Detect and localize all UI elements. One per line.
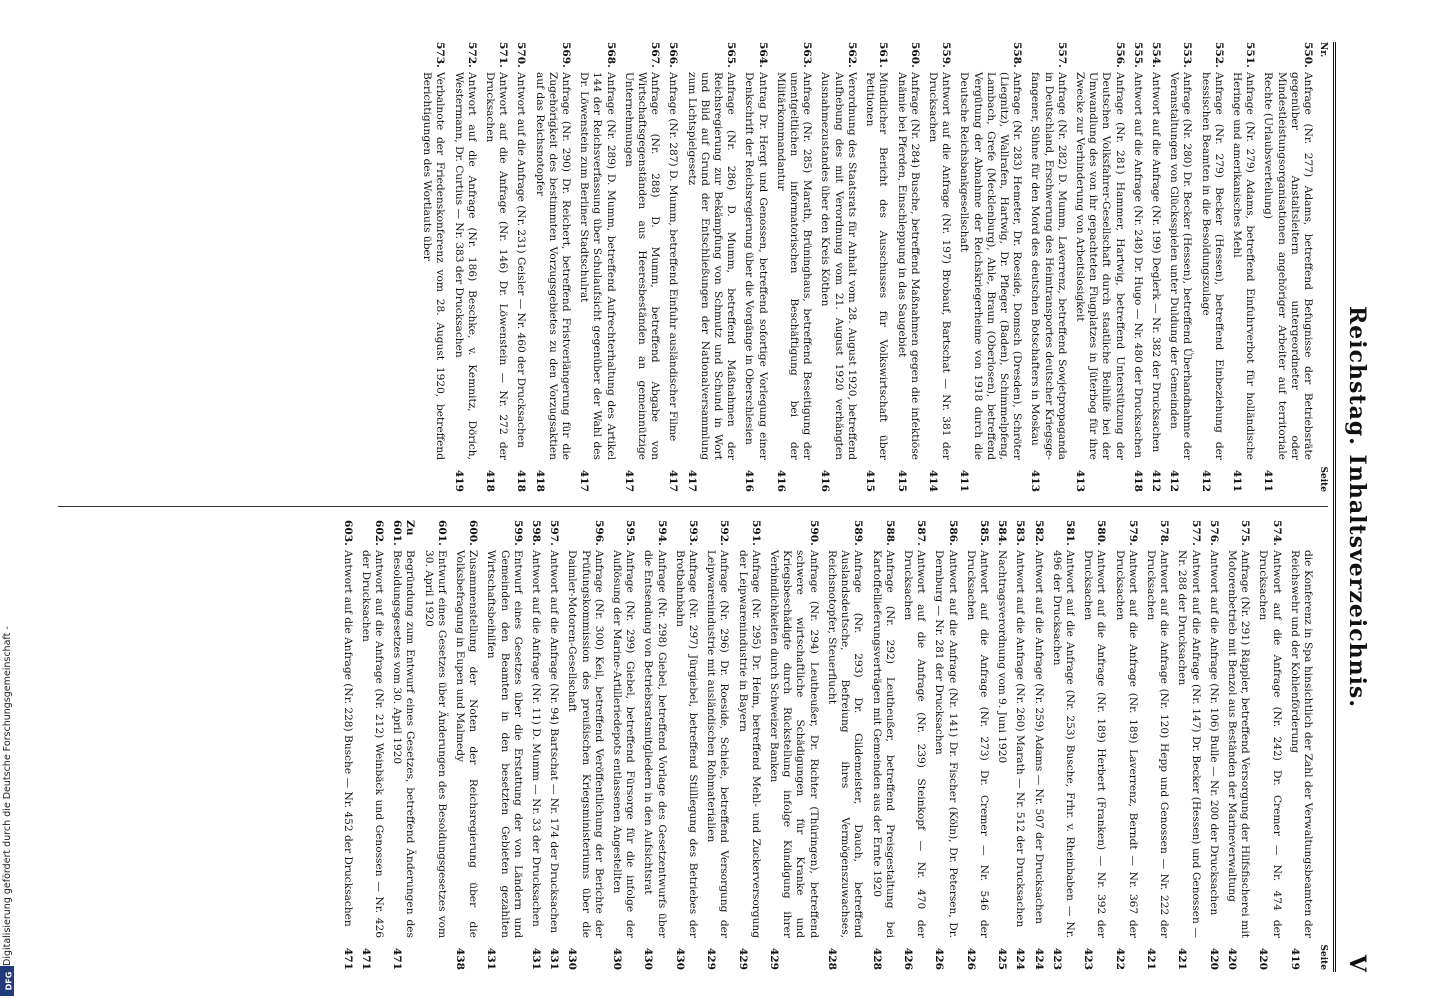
- entry-text: Anfrage (Nr. 296) Dr. Roeside, Schiele, betreffend Versorgung der Leipwarenindustrie mit ausländischen Rohmaterialien: [705, 550, 731, 938]
- entry-number: 573.: [434, 42, 447, 68]
- entry-page: 428: [870, 947, 883, 970]
- entry-text: Antwort auf die Anfrage (Nr. 11) D. Mumm — Nr. 33 der Drucksachen: [530, 550, 543, 927]
- index-entry: [451, 42, 477, 492]
- entry-text: Anfrage (Nr. 285) Marath, Brüninghaus, betreffend Beseitigung der unentgeltlichen informatorischen Beschäftigung bei der Militärkommandantur: [774, 72, 814, 460]
- entry-number: 570.: [515, 42, 528, 68]
- index-entry: [514, 42, 527, 492]
- entry-page: 430: [673, 947, 686, 970]
- index-entry: [1028, 42, 1068, 492]
- entry-page: 421: [1144, 947, 1157, 970]
- entry-number: 581.: [1063, 520, 1076, 546]
- entry-page: 426: [964, 947, 977, 970]
- index-entry: [995, 520, 1008, 970]
- entry-page: 419: [1288, 947, 1301, 970]
- index-entry: [818, 42, 858, 492]
- entry-text: Antwort auf die Anfrage (Nr. 212) Weinbäck und Genossen — Nr. 426 der Drucksachen: [359, 550, 386, 938]
- entry-number: 588.: [883, 520, 896, 546]
- index-entry: [742, 42, 768, 492]
- entry-number: 566.: [667, 42, 680, 68]
- entry-text: Antrag Dr. Hergt und Genossen, betreffend sofortige Vorlegung einer Denkschrift der Reichsregierung über die Vorgänge in Oberschlesien: [743, 72, 769, 460]
- entry-text: Anfrage (Nr. 291) Räppler, betreffend Versorgung der Hilfsfischerei mit Motorenbetrieb mit Benzol aus Beständen der Marineverwaltung: [1225, 550, 1252, 938]
- entry-text: Antwort auf die Anfrage (Nr. 186) Beschke, v. Kemnitz, Dörich, Westermann, Dr. Curtius — Nr. 383 der Drucksachen: [452, 72, 478, 460]
- index-entry: [484, 520, 524, 970]
- entry-number: 601.: [435, 520, 448, 546]
- left-column: [58, 42, 1328, 492]
- entry-text: Anfrage (Nr. 290) Dr. Reichert, betreffend Fristverlängerung für die Zugehörigkeit des bestimmten Vorzugsgebietes zu den Vorzugsaktien auf das Reichsnotopfer: [533, 72, 573, 460]
- rotated-sheet: [52, 42, 1372, 972]
- index-entry: [1144, 520, 1170, 970]
- entry-page: 416: [743, 469, 756, 492]
- index-entry: [932, 520, 958, 970]
- entry-text: Anfrage (Nr. 283) Hemeter, Dr. Roeside, Domsch (Dresden), Schröter (Liegnitz), Wallrafen, Hartwig, Dr. Pfleger (Baden), Schimmelpfeng, Lambach, Grefe (Mecklenburg), Ahle, Braun (Oberlosen), betreffend Vergütung der Abnahme der Reichskriegerheime von 1918 durch die Deutsche Reichsbankgesellschaft: [958, 72, 1024, 460]
- entry-number: 552.: [1212, 42, 1225, 68]
- index-entry: [577, 42, 617, 492]
- entry-number: 585.: [977, 520, 990, 546]
- entry-number: 590.: [807, 520, 820, 546]
- entry-number: 557.: [1055, 42, 1068, 68]
- entry-text: Begründung zum Entwurf eines Gesetzes, betreffend Änderungen des Besoldungsgesetzes vom 30. April 1920: [391, 550, 417, 938]
- index-entry: [359, 520, 385, 970]
- entry-text: Zusammenstellung der Noten der Reichsregierung über die Volksbefragung in Eupen und Malmedy: [454, 550, 480, 938]
- entry-page: 413: [1029, 469, 1042, 492]
- entry-page: 425: [996, 947, 1009, 970]
- entry-text: Mündlicher Bericht des Ausschusses für Volkswirtschaft über Petitionen: [864, 72, 890, 460]
- index-entry: [704, 520, 730, 970]
- entry-text: Antwort auf die Anfrage (Nr. 242) Dr. Cremer — Nr. 474 der Drucksachen: [1257, 550, 1283, 938]
- entry-page: 420: [1207, 947, 1220, 970]
- index-entry: [926, 42, 952, 492]
- entry-text: Antwort auf die Anfrage (Nr. 141) Dr. Fischer (Köln), Dr. Petersen, Dr. Dernburg — Nr. 281 der Drucksachen: [933, 550, 959, 938]
- entry-text: Antwort auf die Anfrage (Nr. 228) Busche — Nr. 452 der Drucksachen: [341, 550, 354, 927]
- entry-number: 564.: [756, 42, 769, 68]
- index-entry: [1050, 520, 1076, 970]
- index-entry: [1261, 42, 1314, 492]
- index-entry: [863, 42, 889, 492]
- index-entry: [1198, 42, 1224, 492]
- entry-page: 413: [1073, 469, 1086, 492]
- entry-number: 602.: [373, 520, 386, 546]
- entry-number: 593.: [687, 520, 700, 546]
- entry-text: Antwort auf die Anfrage (Nr. 146) Dr. Löwenstein — Nr. 272 der Drucksachen: [484, 72, 510, 460]
- entry-page: 424: [1032, 947, 1045, 970]
- entry-text: Antwort auf die Anfrage (Nr. 239) Steinkopf — Nr. 470 der Drucksachen: [901, 550, 928, 938]
- entry-text: Antwort auf die Anfrage (Nr. 189) Laverrenz, Berndt — Nr. 367 der Drucksachen: [1113, 550, 1139, 938]
- entry-number: 554.: [1149, 42, 1162, 68]
- entry-text: Antwort auf die Anfrage (Nr. 248) Dr. Hugo — Nr. 480 der Drucksachen: [1131, 72, 1144, 459]
- entry-page: 424: [1014, 947, 1027, 970]
- index-entry: [547, 520, 560, 970]
- index-entry: [767, 520, 820, 970]
- index-entry: [1225, 520, 1251, 970]
- index-entry: [421, 520, 447, 970]
- entry-number: 579.: [1126, 520, 1139, 546]
- entry-page: 430: [642, 947, 655, 970]
- entry-number: 587.: [915, 520, 928, 546]
- index-entry: [869, 520, 895, 970]
- index-entry: [825, 520, 865, 970]
- index-entry: [340, 520, 353, 970]
- right-column: [58, 520, 1328, 970]
- entry-page: 429: [705, 947, 718, 970]
- entry-text: Antwort auf die Anfrage (Nr. 259) Adams — Nr. 507 der Drucksachen: [1032, 550, 1045, 924]
- entry-text: Anfrage (Nr. 298) Giebel, betreffend Vorlage des Gesetzentwurfs über die Entsendung von Betriebsratsmitgliedern in den Aufsichtsrat: [642, 550, 668, 938]
- seite-label: Seite: [1318, 944, 1328, 970]
- entry-page: 416: [819, 469, 832, 492]
- entry-number: 578.: [1158, 520, 1171, 546]
- entry-page: 417: [685, 469, 698, 492]
- entry-number: 562.: [845, 42, 858, 68]
- index-entry: [1288, 520, 1314, 970]
- entry-page: 411: [1262, 469, 1275, 492]
- entry-text: Anfrage (Nr. 280) Dr. Becker (Hessen), betreffend Überhandnahme der Veranstaltungen von Glücksspielen unter Duldung der Gemeinden: [1168, 72, 1194, 460]
- entry-text: Anfrage (Nr. 299) Giebel, betreffend Fürsorge für die infolge der Auflösung der Marine-Artilleriedepots entlassenen Angestellten: [611, 550, 637, 938]
- entry-page: 411: [958, 469, 971, 492]
- entry-text: Antwort auf die Anfrage (Nr. 94) Bartschat — Nr. 174 der Drucksachen: [548, 550, 561, 934]
- index-entry: [532, 42, 572, 492]
- entry-page: 428: [825, 947, 838, 970]
- entry-number: 555.: [1131, 42, 1144, 68]
- entry-page: 421: [1176, 947, 1189, 970]
- index-entry: [1167, 42, 1193, 492]
- entry-page: 418: [484, 469, 497, 492]
- entry-number: 598.: [530, 520, 543, 546]
- entry-page: 418: [1131, 469, 1144, 492]
- entry-number: 574.: [1270, 520, 1283, 546]
- entry-text: Anfrage (Nr. 294) Leutheußer, Dr. Richter (Thüringen), betreffend schwere wirtschaftliche Schädigungen für Kranke und Kriegsbeschädigte durch Rückstellung infolge Kündigung ihrer Verbindlichkeiten durch Schweizer Banken: [768, 550, 820, 938]
- entry-text: Antwort auf die Anfrage (Nr. 231) Geisler — Nr. 460 der Drucksachen: [515, 72, 528, 448]
- index-entry: [1131, 42, 1144, 492]
- entry-text: Anfrage (Nr. 297) Jürgiebel, betreffend Stilllegung des Betriebes der Brotbahnbahn: [673, 550, 700, 938]
- entry-page: 426: [901, 947, 914, 970]
- entry-page: 412: [1168, 469, 1181, 492]
- entry-page: 419: [452, 469, 465, 492]
- entry-number: 584.: [996, 520, 1009, 546]
- entry-number: 603.: [341, 520, 354, 546]
- entry-number: 583.: [1014, 520, 1027, 546]
- index-entry: [666, 42, 679, 492]
- entry-text: Anfrage (Nr. 279) Adams, betreffend Einfuhrverbot für holländische Heringe und amerikanisches Mehl: [1230, 72, 1257, 460]
- entry-text: Antwort auf die Anfrage (Nr. 197) Brobauf, Bartschat — Nr. 381 der Drucksachen: [926, 72, 953, 460]
- entry-page: 431: [548, 947, 561, 970]
- index-entry: [1149, 42, 1162, 492]
- index-entry: [957, 42, 1023, 492]
- index-entry: [673, 520, 699, 970]
- entry-page: 471: [391, 947, 404, 970]
- entry-number: 596.: [592, 520, 605, 546]
- entry-page: 438: [454, 947, 467, 970]
- entry-text: Nachtragsverordnung vom 9. Juni 1920: [996, 550, 1009, 764]
- entry-text: Anfrage (Nr. 281) Hammer, Hartwig, betreffend Unterstützung der Deutschen Volksfahrer-Gesellschaft durch staatliche Beihilfe bei der Umwandlung des von ihr gepachteten Flugplatzes in Jüterbog für ihre Zwecke zur Verhinderung von Arbeitslosigkeit: [1073, 72, 1126, 460]
- index-entry: [774, 42, 814, 492]
- index-entry: [420, 42, 446, 492]
- index-entry: [1073, 42, 1126, 492]
- entry-page: 411: [1230, 469, 1243, 492]
- left-column-head: [1314, 42, 1328, 492]
- entry-page: 431: [485, 947, 498, 970]
- entry-page: 423: [1082, 947, 1095, 970]
- entry-number: 560.: [908, 42, 921, 68]
- page-header: [1333, 42, 1372, 972]
- index-entry: [1013, 520, 1026, 970]
- entry-number: 600.: [467, 520, 480, 546]
- entry-page: 420: [1257, 947, 1270, 970]
- entry-text: Anfrage (Nr. 300) Keil, betreffend Veröffentlichung der Berichte der Prüfungskommission des preußischen Kriegsministeriums über die Daimler-Motoren-Gesellschaft: [566, 550, 605, 938]
- index-entry: [1230, 42, 1256, 492]
- entry-number: 565.: [725, 42, 738, 68]
- index-entry: [641, 520, 667, 970]
- entry-text: Antwort auf die Anfrage (Nr. 273) Dr. Cremer — Nr. 546 der Drucksachen: [964, 550, 990, 938]
- entry-page: 415: [864, 469, 877, 492]
- entry-text: Anfrage (Nr. 277) Adams, betreffend Befugnisse der Betriebsräte gegenüber Anstaltsleitern untergeordneter oder Mindestleistungsorganisationen angehöriger Arbeiter auf territoriale Rechte (Urlaubsverteilung): [1262, 72, 1314, 460]
- entry-text: Anfrage (Nr. 279) Becker (Hessen), betreffend Einbeziehung der hessischen Beamten in die Besoldungszulage: [1199, 72, 1225, 460]
- entry-text: Antwort auf die Anfrage (Nr. 120) Hepp und Genossen — Nr. 222 der Drucksachen: [1144, 550, 1171, 938]
- entry-text: Antwort auf die Anfrage (Nr. 189) Herbert (Franken) — Nr. 392 der Drucksachen: [1082, 550, 1108, 938]
- entry-number: 595.: [624, 520, 637, 546]
- entry-page: 414: [926, 469, 939, 492]
- nr-label: Nr.: [1318, 42, 1328, 58]
- seite-label: Seite: [1318, 466, 1328, 492]
- entry-number: 563.: [801, 42, 814, 68]
- entry-text: Anfrage (Nr. 286) D. Mumm, betreffend Maßnahmen der Reichsregierung zur Bekämpfung von Schmutz und Schund in Wort und Bild auf Grund der Entschließungen der Nationalversammlung zum Lichtspielgesetz: [685, 72, 738, 460]
- entry-number: 558.: [1011, 42, 1024, 68]
- entry-text: Anfrage (Nr. 287) D. Mumm, betreffend Einfuhr ausländischer Filme: [667, 72, 680, 442]
- entry-text: Antwort auf die Anfrage (Nr. 253) Busche, Frhr. v. Rheinbaben — Nr. 496 der Drucksachen: [1050, 550, 1076, 938]
- digitization-credit: [2, 606, 14, 986]
- index-entry: [390, 520, 416, 970]
- entry-page: 416: [774, 469, 787, 492]
- dfg-logo: DFG: [0, 966, 14, 996]
- entry-number: 568.: [604, 42, 617, 68]
- index-entry: [1256, 520, 1282, 970]
- index-entry: [684, 42, 737, 492]
- index-entry: [529, 520, 542, 970]
- entry-number: 575.: [1239, 520, 1252, 546]
- entry-text: die Konferenz in Spa hinsichtlich der Zahl der Verwaltungsbeamten der Reichswehr und der Kohlenförderung: [1288, 550, 1314, 938]
- right-column-head: [1314, 520, 1328, 970]
- index-entry: [894, 42, 920, 492]
- entry-page: 431: [530, 947, 543, 970]
- entry-number: 556.: [1113, 42, 1126, 68]
- entry-number: 572.: [465, 42, 478, 68]
- entry-page: 412: [1199, 469, 1212, 492]
- entry-page: 417: [667, 469, 680, 492]
- entry-number: 567.: [649, 42, 662, 68]
- entry-number: Zu 601.: [391, 520, 417, 546]
- index-entry: [964, 520, 990, 970]
- entry-text: Antwort auf die Anfrage (Nr. 106) Bulle — Nr. 200 der Drucksachen: [1207, 550, 1220, 916]
- index-entry: [1112, 520, 1138, 970]
- index-entry: [1031, 520, 1044, 970]
- entry-number: 553.: [1181, 42, 1194, 68]
- entry-number: 589.: [852, 520, 865, 546]
- entry-number: 591.: [749, 520, 762, 546]
- entry-page: 429: [768, 947, 781, 970]
- entry-text: Anfrage (Nr. 288) D. Mumm, betreffend Abgabe von Wirtschaftsgegenständen aus Heeresbeständen an gemeinnützige Unternehmungen: [622, 72, 662, 460]
- page-title: Reichstag. Inhaltsverzeichnis.: [1344, 306, 1370, 708]
- entry-number: 550.: [1302, 42, 1314, 68]
- entry-number: 582.: [1032, 520, 1045, 546]
- index-entry: [565, 520, 605, 970]
- entry-page: 471: [341, 947, 354, 970]
- entry-page: 415: [895, 469, 908, 492]
- entry-text: Anfrage (Nr. 295) Dr. Heim, betreffend Mehl- und Zuckerversorgung der Leipwarenindustrie in Bayern: [736, 550, 762, 938]
- entry-page: 426: [933, 947, 946, 970]
- entry-text: Anfrage (Nr. 289) D. Mumm, betreffend Aufrechterhaltung des Artikel 144 der Reichsverfassung über Schulaufsicht gegenüber der Wahl des Dr. Löwenstein zum Berliner Stadtschulrat: [578, 72, 617, 460]
- entry-page: 430: [611, 947, 624, 970]
- entry-page: 422: [1113, 947, 1126, 970]
- index-entry: [610, 520, 636, 970]
- entry-page: 420: [1225, 947, 1238, 970]
- entry-number: 580.: [1095, 520, 1108, 546]
- page-number: V: [1344, 954, 1370, 972]
- entry-page: 471: [359, 947, 372, 970]
- entry-text: Anfrage (Nr. 292) Leutheußer, betreffend Preisgestaltung bei Kartoffellieferungsverträgen mit Gemeinden aus der Ernte 1920: [870, 550, 896, 938]
- entry-text: Anfrage (Nr. 293) Dr. Gildemeister, Dauch, betreffend Auslandsdeutsche, Befreiung ihres Vermögenszuwachses, Reichsnotopfer, Steuerflucht: [825, 550, 865, 938]
- entry-text: Verbalnote der Friedenskonferenz vom 28. August 1920, betreffend Berichtigungen des Wortlauts über: [421, 72, 447, 460]
- credit-text: Digitalisierung gefördert durch die Deutsche Forschungsgemeinschaft -: [2, 626, 13, 966]
- entry-page: 417: [622, 469, 635, 492]
- entry-page: 418: [515, 469, 528, 492]
- index-entry: [483, 42, 509, 492]
- entry-text: Antwort auf die Anfrage (Nr. 260) Marath — Nr. 512 der Drucksachen: [1014, 550, 1027, 928]
- index-entry: [622, 42, 662, 492]
- entry-text: Antwort auf die Anfrage (Nr. 147) Dr. Becker (Hessen) und Genossen — Nr. 288 der Drucksachen: [1176, 550, 1202, 938]
- entry-number: 571.: [497, 42, 510, 68]
- column-divider: [58, 506, 1328, 507]
- entry-number: 576.: [1207, 520, 1220, 546]
- entry-page: 429: [736, 947, 749, 970]
- entry-text: Entwurf eines Gesetzes über Änderungen des Besoldungsgesetzes vom 30. April 1920: [422, 550, 448, 938]
- index-entry: [735, 520, 761, 970]
- entry-number: 594.: [655, 520, 668, 546]
- entry-text: Antwort auf die Anfrage (Nr. 199) Deglerk — Nr. 382 der Drucksachen: [1149, 72, 1162, 453]
- entry-number: 592.: [718, 520, 731, 546]
- index-entry: [901, 520, 927, 970]
- entry-number: 569.: [560, 42, 573, 68]
- entry-page: 430: [566, 947, 579, 970]
- entry-page: 417: [578, 469, 591, 492]
- entry-text: Verordnung des Staatsrats für Anhalt vom 28. August 1920, betreffend Aufhebung des mit Verordnung vom 21. August 1920 verhängten Ausnahmezustandes über den Kreis Köthen: [819, 72, 858, 460]
- entry-number: 586.: [946, 520, 959, 546]
- entry-text: Entwurf eines Gesetzes über die Erstattung der von Ländern und Gemeinden den Beamten in den besetzten Gebieten gezahlten Wirtschaftsbeihilfen: [485, 550, 524, 938]
- entry-number: 559.: [940, 42, 953, 68]
- entry-page: 423: [1050, 947, 1063, 970]
- index-entry: [1081, 520, 1107, 970]
- entry-number: 599.: [511, 520, 524, 546]
- entry-text: Anfrage (Nr. 282) D. Mumm, Laverrenz, betreffend Sowjetpropaganda in Deutschland, Erschwerung des Heimtransportes deutscher Kriegsgefangener, Sühne für den Mord des deutschen Botschafters in Moskau: [1029, 72, 1068, 460]
- entry-page: 412: [1149, 469, 1162, 492]
- entry-number: 597.: [548, 520, 561, 546]
- entry-page: 418: [533, 469, 546, 492]
- entry-text: Anfrage (Nr. 284) Busche, betreffend Maßnahmen gegen die infektiöse Anämie bei Pferden, Einschleppung in das Saugebiet: [895, 72, 921, 460]
- entry-number: 551.: [1244, 42, 1257, 68]
- entry-number: 561.: [877, 42, 890, 68]
- entry-number: 577.: [1189, 520, 1202, 546]
- index-entry: [1175, 520, 1201, 970]
- entry-number: [1288, 520, 1314, 550]
- index-entry: [1207, 520, 1220, 970]
- index-entry: [453, 520, 479, 970]
